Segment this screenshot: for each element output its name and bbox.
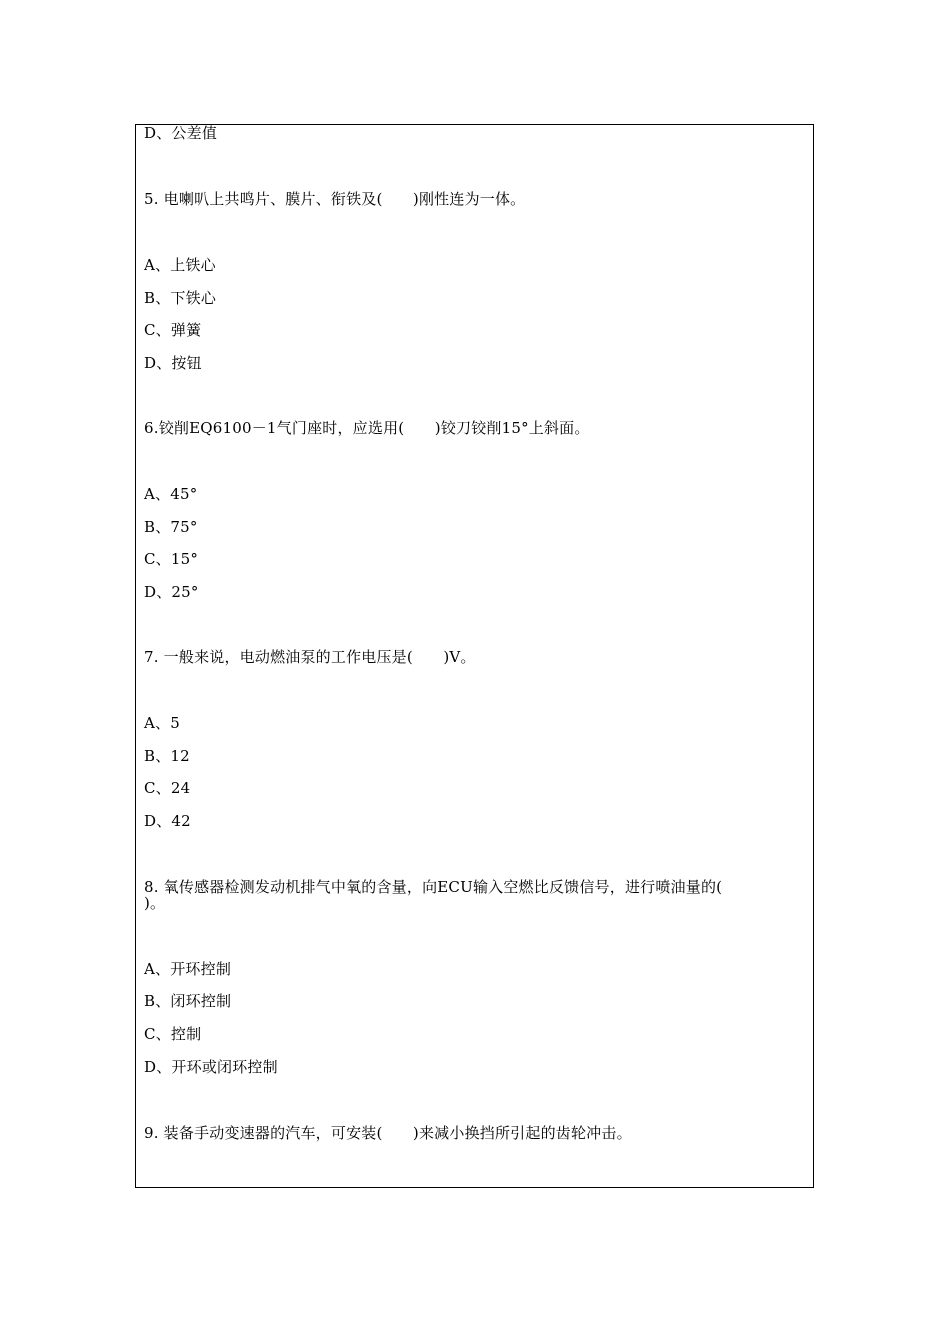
q8-option-c: C、控制 — [144, 1025, 202, 1043]
q5-option-a: A、上铁心 — [144, 256, 216, 274]
q6-option-d: D、25° — [144, 583, 199, 601]
q7-option-c: C、24 — [144, 779, 191, 797]
q6-question: 6.铰削EQ6100－1气门座时，应选用( )铰刀铰削15°上斜面。 — [144, 419, 590, 437]
q6-option-b: B、75° — [144, 518, 198, 536]
q7-question: 7. 一般来说，电动燃油泵的工作电压是( )V。 — [144, 648, 476, 666]
q6-option-c: C、15° — [144, 550, 199, 568]
q8-question-line2: )。 — [144, 894, 166, 912]
q6-option-a: A、45° — [144, 485, 198, 503]
q8-option-a: A、开环控制 — [144, 960, 232, 978]
q7-option-d: D、42 — [144, 812, 191, 830]
q4-option-d: D、公差值 — [144, 124, 218, 142]
q8-option-d: D、开环或闭环控制 — [144, 1058, 278, 1076]
q9-question: 9. 装备手动变速器的汽车，可安装( )来减小换挡所引起的齿轮冲击。 — [144, 1124, 632, 1142]
q7-option-a: A、5 — [144, 714, 180, 732]
q5-option-d: D、按钮 — [144, 354, 202, 372]
q5-question: 5. 电喇叭上共鸣片、膜片、衔铁及( )刚性连为一体。 — [144, 190, 526, 208]
q5-option-b: B、下铁心 — [144, 289, 217, 307]
q8-question-line1: 8. 氧传感器检测发动机排气中氧的含量，向ECU输入空燃比反馈信号，进行喷油量的( — [144, 878, 723, 896]
q8-option-b: B、闭环控制 — [144, 992, 232, 1010]
q7-option-b: B、12 — [144, 747, 190, 765]
q5-option-c: C、弹簧 — [144, 321, 202, 339]
